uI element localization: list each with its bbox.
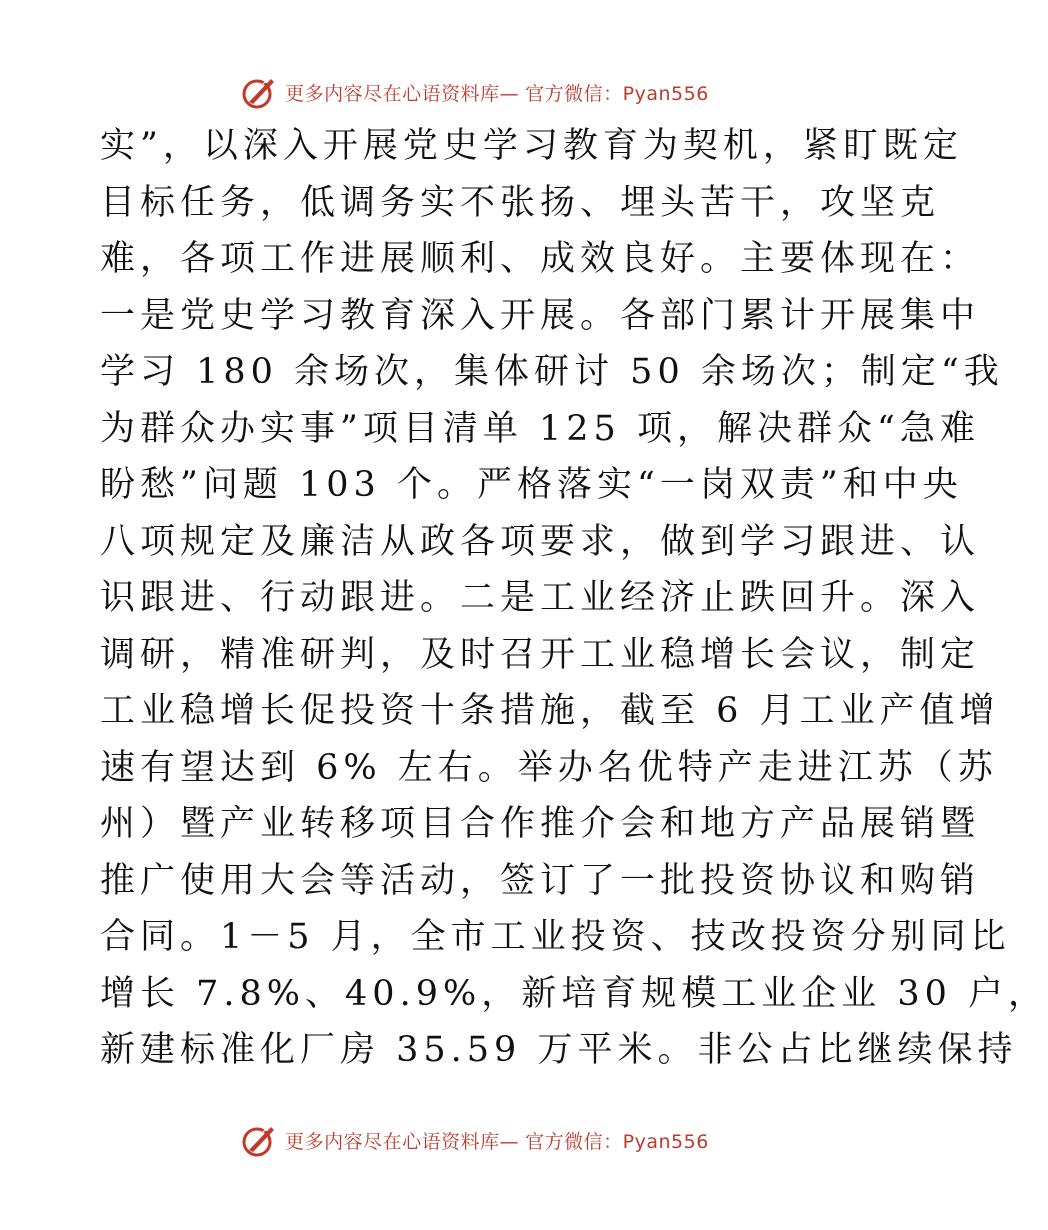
document-body [100, 118, 1048, 1079]
text-line: 八项规定及廉洁从政各项要求，做到学习跟进、认 [100, 521, 981, 562]
text-line: 识跟进、行动跟进。二是工业经济止跌回升。深入 [100, 578, 981, 618]
quill-pen-logo-icon [241, 74, 277, 110]
text-line: 州）暨产业转移项目合作推介会和地方产品展销暨 [100, 804, 981, 844]
text-line: 为群众办实事”项目清单 125 项，解决群众“急难 [100, 408, 980, 449]
watermark-brand: 更多内容尽在心语资料库— [285, 1130, 520, 1153]
watermark-text [285, 79, 709, 106]
text-line: 学习 180 余场次，集体研讨 50 余场次；制定“我 [100, 352, 1004, 392]
text-line: 合同。1－5 月，全市工业投资、技改投资分别同比 [100, 917, 1011, 957]
header-watermark [0, 72, 950, 112]
watermark-text [285, 1127, 709, 1154]
footer-watermark [0, 1120, 950, 1160]
watermark-contact: 官方微信：Pyan556 [525, 1130, 709, 1153]
text-line: 调研，精准研判，及时召开工业稳增长会议，制定 [100, 634, 981, 675]
text-line: 一是党史学习教育深入开展。各部门累计开展集中 [100, 295, 981, 336]
watermark-brand: 更多内容尽在心语资料库— [285, 82, 520, 105]
quill-pen-logo-icon [241, 1122, 277, 1158]
text-line: 难，各项工作进展顺利、成效良好。主要体现在： [100, 239, 981, 279]
text-line: 速有望达到 6% 左右。举办名优特产走进江苏（苏 [100, 747, 998, 788]
text-line: 工业稳增长促投资十条措施，截至 6 月工业产值增 [100, 691, 1000, 731]
text-line: 目标任务，低调务实不张扬、埋头苦干，攻坚克 [100, 182, 941, 223]
text-line: 盼愁”问题 103 个。严格落实“一岗双责”和中央 [100, 465, 963, 505]
text-line: 推广使用大会等活动，签订了一批投资协议和购销 [100, 860, 981, 901]
text-line: 实”，以深入开展党史学习教育为契机，紧盯既定 [100, 126, 963, 166]
watermark-contact: 官方微信：Pyan556 [525, 82, 709, 105]
text-line: 新建标准化厂房 35.59 万平米。非公占比继续保持 [100, 1030, 1018, 1070]
text-line: 增长 7.8%、40.9%，新培育规模工业企业 30 户， [100, 973, 1048, 1014]
